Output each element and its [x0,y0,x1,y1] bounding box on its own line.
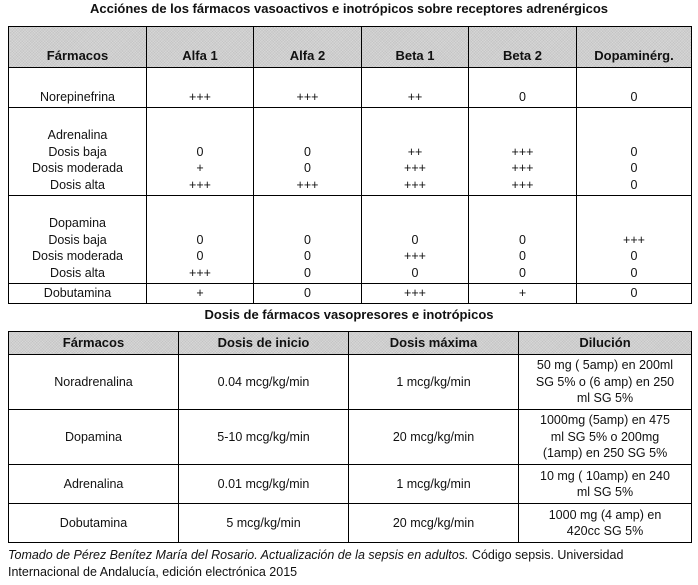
table-row-dopamina [9,410,692,465]
dose-label: Dosis moderada [31,161,123,175]
table-header-row [9,332,692,355]
start-dose-cell: 0.01 mcg/kg/min [179,465,349,504]
drug-cell [9,108,147,196]
dilution-cell: 10 mg ( 10amp) en 240 ml SG 5% [519,465,692,504]
column-header-alfa2: Alfa 2 [254,27,362,68]
dilution-cell: 1000mg (5amp) en 475 ml SG 5% o 200mg (1amp) en 250 SG 5% [519,410,692,465]
dose-label: Dosis alta [50,177,105,192]
beta1-cell: +++ [362,284,469,304]
dose-label: Dosis moderada [31,249,123,263]
dose-label: Dosis baja [48,232,107,247]
column-header-dopaminergic: Dopaminérg. [577,27,692,68]
table-row-noradrenalina [9,355,692,410]
start-dose-cell: 5-10 mcg/kg/min [179,410,349,465]
dopaminergic-cell: 0 [577,68,692,108]
beta1-cell: 0 +++ 0 [362,196,469,284]
max-dose-cell: 20 mcg/kg/min [349,410,519,465]
column-header-dilucion: Dilución [519,332,692,355]
start-dose-cell: 0.04 mcg/kg/min [179,355,349,410]
drug-cell: Dobutamina [9,504,179,543]
dopaminergic-cell: 0 0 0 [577,108,692,196]
dilution-cell: 1000 mg (4 amp) en 420cc SG 5% [519,504,692,543]
dopaminergic-cell: +++ 0 0 [577,196,692,284]
drug-cell: Noradrenalina [9,355,179,410]
beta2-cell: +++ +++ +++ [469,108,577,196]
alfa2-cell: 0 0 0 [254,196,362,284]
beta1-cell: ++ +++ +++ [362,108,469,196]
drug-cell: Norepinefrina [9,68,147,108]
table-row-dobutamina [9,504,692,543]
beta2-cell: + [469,284,577,304]
table-row-dobutamina [9,284,692,304]
table-row-dopamina [9,196,692,284]
column-header-alfa1: Alfa 1 [147,27,254,68]
dose-label: Dosis alta [50,265,105,280]
table-row-adrenalina [9,108,692,196]
start-dose-cell: 5 mcg/kg/min [179,504,349,543]
column-header-dosis-inicio: Dosis de inicio [179,332,349,355]
alfa1-cell: 0 + +++ [147,108,254,196]
alfa2-cell: 0 0 +++ [254,108,362,196]
citation-rest: Código sepsis. Universidad Internacional de Andalucía, edición electrónica 2015 [8,548,624,579]
alfa1-cell: 0 0 +++ [147,196,254,284]
drug-cell: Dopamina [9,410,179,465]
max-dose-cell: 20 mcg/kg/min [349,504,519,543]
column-header-farmacos: Fármacos [9,332,179,355]
drug-cell: Dobutamina [9,284,147,304]
alfa1-cell: + [147,284,254,304]
column-header-beta2: Beta 2 [469,27,577,68]
dosing-table-title: Dosis de fármacos vasopresores e inotrópicos [204,307,494,322]
table-header-row [9,27,692,68]
table-row-norepinefrina [9,68,692,108]
max-dose-cell: 1 mcg/kg/min [349,355,519,410]
citation-italic: Tomado de Pérez Benítez María del Rosario. Actualización de la sepsis en adultos. [8,548,469,562]
beta2-cell: 0 0 0 [469,196,577,284]
alfa1-cell: +++ [147,68,254,108]
beta2-cell: 0 [469,68,577,108]
alfa2-cell: +++ [254,68,362,108]
receptor-actions-table-title: Acciónes de los fármacos vasoactivos e inotrópicos sobre receptores adrenérgicos [89,1,609,16]
beta1-cell: ++ [362,68,469,108]
drug-cell [9,196,147,284]
dose-label: Dosis baja [48,144,107,159]
dosing-table [8,331,692,543]
alfa2-cell: 0 [254,284,362,304]
receptor-actions-table [8,26,692,304]
max-dose-cell: 1 mcg/kg/min [349,465,519,504]
drug-name: Dopamina [49,216,106,230]
drug-cell: Adrenalina [9,465,179,504]
column-header-dosis-maxima: Dosis máxima [349,332,519,355]
source-citation [8,547,693,581]
dilution-cell: 50 mg ( 5amp) en 200ml SG 5% o (6 amp) en 250 ml SG 5% [519,355,692,410]
table-row-adrenalina [9,465,692,504]
column-header-beta1: Beta 1 [362,27,469,68]
column-header-farmacos: Fármacos [9,27,147,68]
dopaminergic-cell: 0 [577,284,692,304]
drug-name: Adrenalina [47,128,108,142]
